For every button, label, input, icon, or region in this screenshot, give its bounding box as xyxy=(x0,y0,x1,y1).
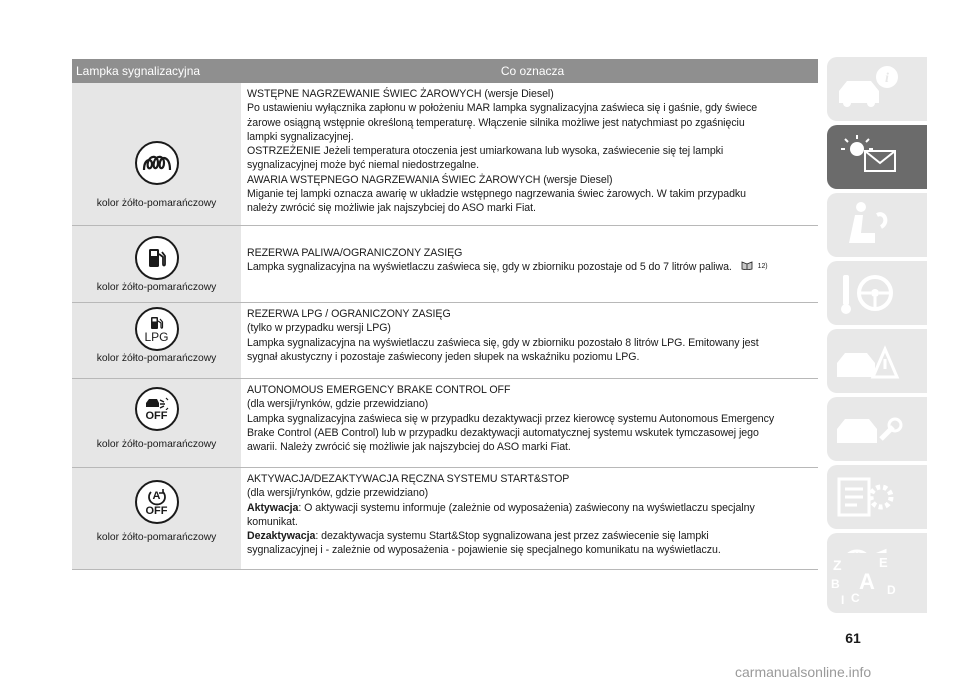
lpg-label: LPG xyxy=(144,329,169,344)
index-letter: Z xyxy=(833,557,842,573)
table-row xyxy=(72,226,818,303)
chapter-tab-warning-lights[interactable] xyxy=(827,125,927,189)
chapter-tab-emergency[interactable] xyxy=(827,329,927,393)
text-line: (dla wersji/rynków, gdzie przewidziano) xyxy=(247,487,429,500)
table-header xyxy=(72,59,818,83)
text-line: lampki sygnalizacyjnej. xyxy=(247,130,354,143)
text-line: sygnalizacyjnej może być niemal niedostrzegalne. xyxy=(247,159,479,172)
icon-caption: kolor żółto-pomarańczowy xyxy=(96,198,217,209)
text-line: Po ustawieniu wyłącznika zapłonu w położeniu MAR lampka sygnalizacyjna zaświeca się i gaśnie, gdy świece xyxy=(247,102,758,115)
icon-cell xyxy=(72,379,241,467)
car-breakdown-warning-icon xyxy=(827,329,927,393)
text-line: Lampka sygnalizacyjna na wyświetlaczu zaświeca się, gdy w zbiorniku pozostaje od 5 do 7 litrów paliwa. xyxy=(247,261,732,274)
icon-caption: kolor żółto-pomarańczowy xyxy=(96,439,217,450)
chapter-tab-maintenance[interactable] xyxy=(827,397,927,461)
table-row xyxy=(72,303,818,379)
row-description xyxy=(241,226,818,302)
icon-caption: kolor żółto-pomarańczowy xyxy=(96,532,217,543)
warning-light-envelope-icon xyxy=(827,125,927,189)
text-line: należy zwrócić się możliwie jak najszybciej do ASO marki Fiat. xyxy=(247,202,536,215)
text-line: awarii. Należy zwrócić się możliwie jak najszybciej do ASO marki Fiat. xyxy=(247,441,571,454)
text-line: Lampka sygnalizacyjna na wyświetlaczu zaświeca się, gdy w zbiorniku pozostało 8 litrów LPG. Emitowany jest xyxy=(247,336,759,349)
off-label: OFF xyxy=(145,504,168,517)
chapter-tab-index[interactable] xyxy=(827,553,927,613)
index-letter: I xyxy=(841,593,845,607)
key-steering-wheel-icon xyxy=(827,261,927,325)
text-line: Brake Control (AEB Control) lub w przypadku dezaktywacji automatycznej systemu wskutek tymczasowej jego xyxy=(247,426,759,439)
chapter-tab-starting-driving[interactable] xyxy=(827,261,927,325)
text-line: żarowe osiągną wstępnie określoną temperaturę. Włączenie silnika możliwe jest natychmiast po zgaśnięciu xyxy=(247,116,745,129)
index-letter: A xyxy=(859,569,875,594)
aeb-off-icon xyxy=(135,387,179,431)
text-line: komunikat. xyxy=(247,515,298,528)
table-row xyxy=(72,83,818,226)
icon-cell xyxy=(72,226,241,302)
icon-caption: kolor żółto-pomarańczowy xyxy=(96,282,217,293)
text-line: sygnał akustyczny i pozostaje zaświecony jeden słupek na wskaźniku poziomu LPG. xyxy=(247,350,640,363)
car-service-wrench-icon xyxy=(827,397,927,461)
activation-text: : O aktywacji systemu informuje (zależnie od wyposażenia) zaświecony na wyświetlaczu specjalny xyxy=(298,501,755,514)
auto-letter: A xyxy=(152,489,161,502)
icon-cell xyxy=(72,468,241,569)
text-line: AUTONOMOUS EMERGENCY BRAKE CONTROL OFF xyxy=(247,384,511,396)
row-description xyxy=(241,303,818,378)
row-description xyxy=(241,379,818,467)
text-line: (dla wersji/rynków, gdzie przewidziano) xyxy=(247,398,429,411)
icon-cell xyxy=(72,303,241,378)
row-description xyxy=(241,468,818,569)
text-line: Miganie tej lampki oznacza awarię w układzie wstępnego nagrzewania świec żarowych. W takim przypadku xyxy=(247,188,747,201)
text-line: WSTĘPNE NAGRZEWANIE ŚWIEC ŻAROWYCH (wersje Diesel) xyxy=(247,88,554,100)
text-line: OSTRZEŻENIE Jeżeli temperatura otoczenia jest umiarkowana lub wysoka, zaświecenie się tej lampki xyxy=(247,145,724,158)
warning-lights-table xyxy=(72,59,818,570)
seat-airbag-icon xyxy=(827,193,927,257)
book-reference-icon xyxy=(741,260,753,274)
text-line: REZERWA PALIWA/OGRANICZONY ZASIĘG xyxy=(247,247,463,259)
icon-cell xyxy=(72,83,241,225)
deactivation-term: Dezaktywacja xyxy=(247,530,316,543)
table-row xyxy=(72,379,818,468)
text-line: (tylko w przypadku wersji LPG) xyxy=(247,322,391,335)
car-info-icon xyxy=(827,57,927,121)
activation-term: Aktywacja xyxy=(247,501,299,514)
chapter-tab-safety[interactable] xyxy=(827,193,927,257)
svg-text:i: i xyxy=(885,71,889,86)
header-col-meaning: Co oznacza xyxy=(500,64,565,78)
off-label: OFF xyxy=(145,410,168,422)
text-line xyxy=(247,260,818,274)
index-letter: B xyxy=(831,577,840,591)
start-stop-off-icon xyxy=(135,480,179,524)
index-letter: C xyxy=(851,591,860,605)
table-row xyxy=(72,468,818,570)
row-description xyxy=(241,83,818,225)
icon-caption: kolor żółto-pomarańczowy xyxy=(96,353,217,364)
text-line xyxy=(247,529,818,543)
text-line: REZERWA LPG / OGRANICZONY ZASIĘG xyxy=(247,308,451,320)
text-line: sygnalizacyjnej i - zależnie od wyposażenia - pojawienie się specjalnego komunikatu na wyświetlaczu. xyxy=(247,544,721,557)
lpg-fuel-icon xyxy=(135,307,179,351)
chapter-tab-technical-data[interactable] xyxy=(827,465,927,529)
deactivation-text: : dezaktywacja systemu Start&Stop sygnalizowana jest przez zaświecenie się lampki xyxy=(315,530,709,543)
index-letter: E xyxy=(879,555,888,570)
header-col-light: Lampka sygnalizacyjna xyxy=(72,59,245,83)
watermark: carmanualsonline.info xyxy=(735,664,872,680)
glow-plug-coil-icon xyxy=(135,141,179,185)
fuel-pump-icon xyxy=(135,236,179,280)
chapter-tab-car-info[interactable] xyxy=(827,57,927,121)
page-number: 61 xyxy=(845,630,861,646)
gears-technical-icon xyxy=(827,465,927,529)
alphabetical-index-icon xyxy=(827,553,927,613)
text-line: Lampka sygnalizacyjna zaświeca się w przypadku dezaktywacji przez kierowcę systemu Autonomous Emergency xyxy=(247,412,775,425)
text-line: AWARIA WSTĘPNEGO NAGRZEWANIA ŚWIEC ŻAROWYCH (wersje Diesel) xyxy=(247,173,613,186)
index-letter: D xyxy=(887,583,896,597)
footnote-reference: 12) xyxy=(757,263,768,271)
text-line xyxy=(247,501,818,515)
text-line: AKTYWACJA/DEZAKTYWACJA RĘCZNA SYSTEMU START&STOP xyxy=(247,473,570,485)
